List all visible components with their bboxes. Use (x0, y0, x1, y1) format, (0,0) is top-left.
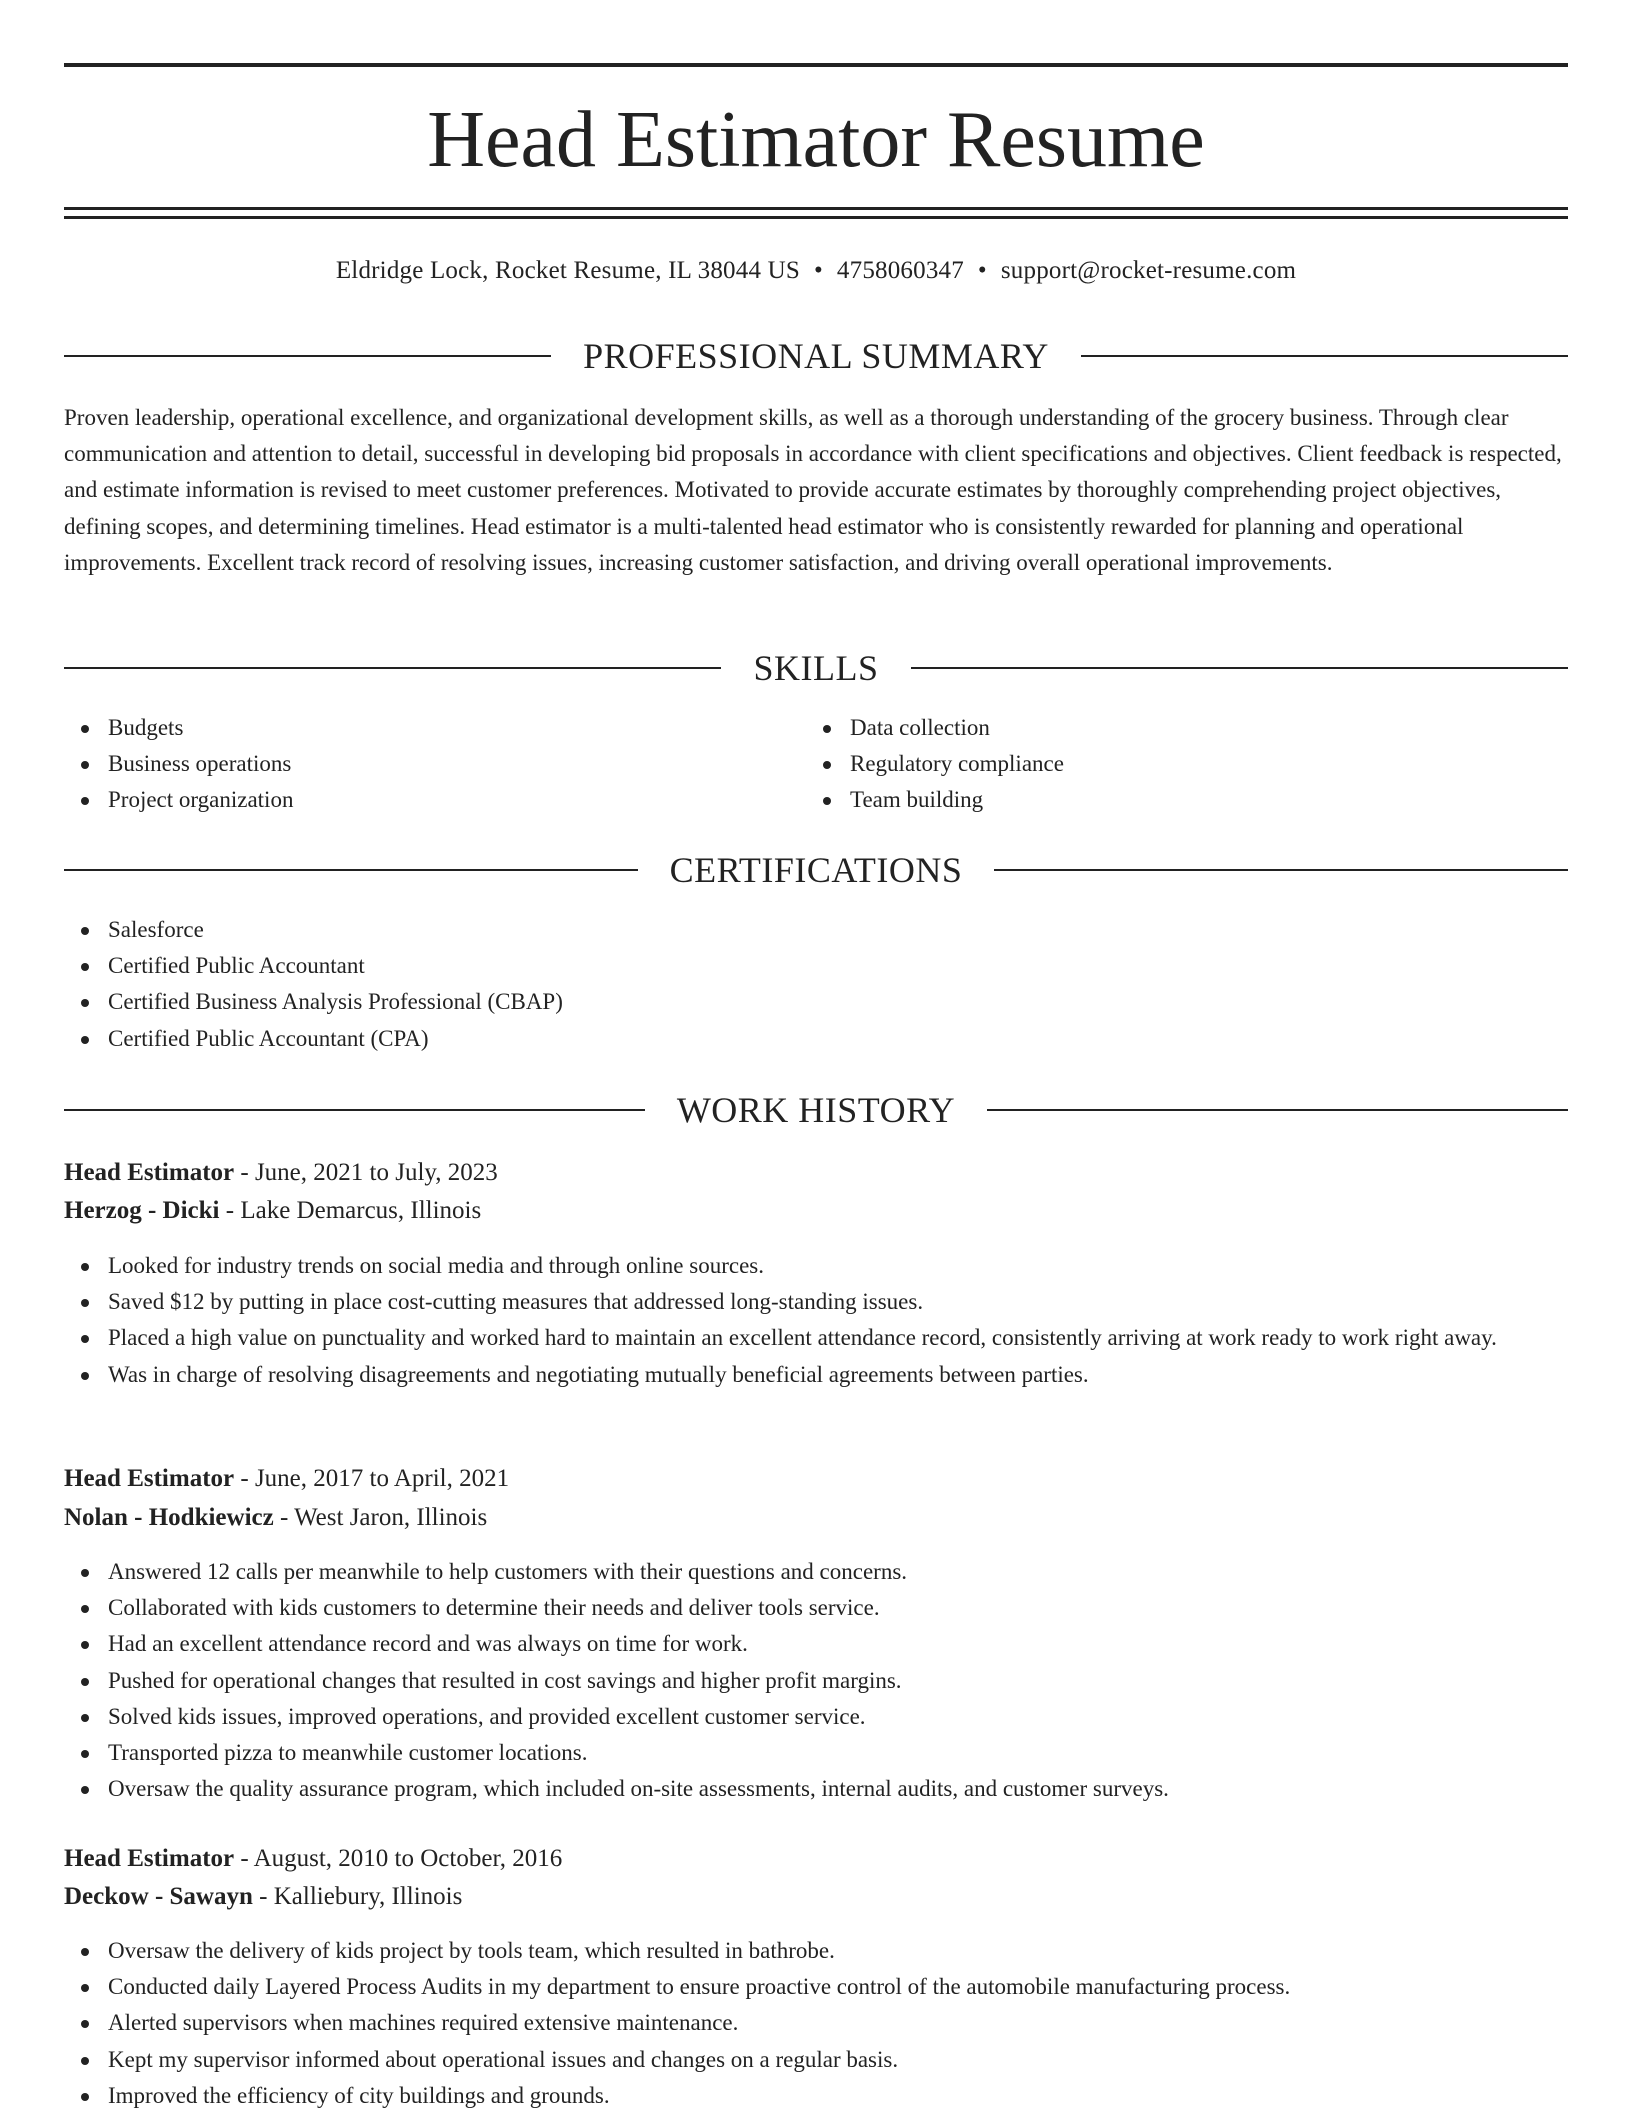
job-location: - Lake Demarcus, Illinois (219, 1197, 482, 1224)
job-company-line (64, 1499, 1568, 1537)
certification-item: Certified Public Accountant (64, 948, 1568, 984)
job-dates: - June, 2017 to April, 2021 (234, 1465, 510, 1492)
section-heading-certifications: CERTIFICATIONS (64, 847, 1568, 893)
skill-item: Team building (806, 782, 1506, 818)
certification-item: Certified Business Analysis Professional (CBAP) (64, 984, 1568, 1020)
skills-list-right (806, 710, 1506, 819)
job-title: Head Estimator (64, 1159, 235, 1186)
work-section-header (64, 1087, 1568, 1133)
job-bullets (64, 1554, 1568, 1807)
section-heading-summary: PROFESSIONAL SUMMARY (64, 333, 1568, 379)
job-bullets (64, 1248, 1568, 1393)
certification-item: Certified Public Accountant (CPA) (64, 1021, 1568, 1057)
job-bullet: Had an excellent attendance record and was always on time for work. (64, 1626, 1568, 1662)
job-company: Nolan - Hodkiewicz (64, 1504, 274, 1531)
job-bullet: Improved the efficiency of city buildings and grounds. (64, 2078, 1568, 2114)
contact-line (64, 253, 1568, 289)
contact-phone: 4758060347 (836, 257, 964, 284)
job-bullet: Collaborated with kids customers to determine their needs and deliver tools service. (64, 1590, 1568, 1626)
skills-list-left (64, 710, 764, 819)
job-bullets (64, 1933, 1568, 2114)
job-bullet: Oversaw the quality assurance program, which included on-site assessments, internal audits, and customer surveys. (64, 1771, 1568, 1807)
title-rule-upper (64, 207, 1568, 210)
summary-text: Proven leadership, operational excellence, and organizational development skills, as well as a thorough understanding of the grocery business. Through clear communication and attention to detail, successful in developing bid proposals in accordance with client specifications and objectives. Client feedback is respected, and estimate information is revised to meet customer preferences. Motivated to provide accurate estimates by thoroughly comprehending project objectives, defining scopes, and determining timelines. Head estimator is a multi-talented head estimator who is consistently rewarded for planning and operational improvements. Excellent track record of resolving issues, increasing customer satisfaction, and driving overall operational improvements. (64, 405, 1562, 575)
job-bullet: Placed a high value on punctuality and worked hard to maintain an excellent attendance record, consistently arriving at work ready to work right away. (64, 1320, 1568, 1356)
job-title-line (64, 1154, 1568, 1192)
job-location: - West Jaron, Illinois (273, 1504, 488, 1531)
job-bullet: Conducted daily Layered Process Audits in my department to ensure proactive control of the automobile manufacturing process. (64, 1969, 1568, 2005)
job-bullet: Saved $12 by putting in place cost-cutting measures that addressed long-standing issues. (64, 1284, 1568, 1320)
job-bullet: Solved kids issues, improved operations, and provided excellent customer service. (64, 1699, 1568, 1735)
job-company: Deckow - Sawayn (64, 1883, 253, 1910)
job-company-line (64, 1878, 1568, 1916)
section-heading-work: WORK HISTORY (64, 1087, 1568, 1133)
job-dates: - August, 2010 to October, 2016 (234, 1845, 563, 1872)
job-bullet: Looked for industry trends on social media and through online sources. (64, 1248, 1568, 1284)
job-bullet: Was in charge of resolving disagreements and negotiating mutually beneficial agreements between parties. (64, 1357, 1568, 1393)
skill-item: Business operations (64, 746, 764, 782)
skill-item: Regulatory compliance (806, 746, 1506, 782)
title-rule-lower (64, 216, 1568, 219)
contact-address: Eldridge Lock, Rocket Resume, IL 38044 US (335, 257, 800, 284)
page-title: Head Estimator Resume (427, 96, 1205, 184)
skill-item: Data collection (806, 710, 1506, 746)
skills-column-right (806, 710, 1506, 819)
top-rule (64, 63, 1568, 67)
skills-column-left (64, 710, 764, 819)
skill-item: Project organization (64, 782, 764, 818)
contact-email: support@rocket-resume.com (1000, 257, 1297, 284)
certification-item: Salesforce (64, 912, 1568, 948)
job-bullet: Alerted supervisors when machines required extensive maintenance. (64, 2005, 1568, 2041)
job-dates: - June, 2021 to July, 2023 (234, 1159, 498, 1186)
contact-separator: • (977, 257, 987, 284)
certifications-section-header (64, 847, 1568, 893)
job-company: Herzog - Dicki (64, 1197, 220, 1224)
section-heading-skills: SKILLS (64, 645, 1568, 691)
job-bullet: Pushed for operational changes that resulted in cost savings and higher profit margins. (64, 1663, 1568, 1699)
summary-section-header (64, 333, 1568, 379)
job-location: - Kalliebury, Illinois (252, 1883, 463, 1910)
job-company-line (64, 1192, 1568, 1230)
job-bullet: Answered 12 calls per meanwhile to help customers with their questions and concerns. (64, 1554, 1568, 1590)
job-bullet: Transported pizza to meanwhile customer locations. (64, 1735, 1568, 1771)
job-bullet: Kept my supervisor informed about operational issues and changes on a regular basis. (64, 2042, 1568, 2078)
job-title: Head Estimator (64, 1845, 235, 1872)
job-title: Head Estimator (64, 1465, 235, 1492)
certifications-list (64, 912, 1568, 1057)
skills-section-header (64, 645, 1568, 691)
contact-separator: • (813, 257, 823, 284)
job-title-line (64, 1840, 1568, 1878)
job-bullet: Oversaw the delivery of kids project by tools team, which resulted in bathrobe. (64, 1933, 1568, 1969)
job-title-line (64, 1460, 1568, 1498)
skill-item: Budgets (64, 710, 764, 746)
